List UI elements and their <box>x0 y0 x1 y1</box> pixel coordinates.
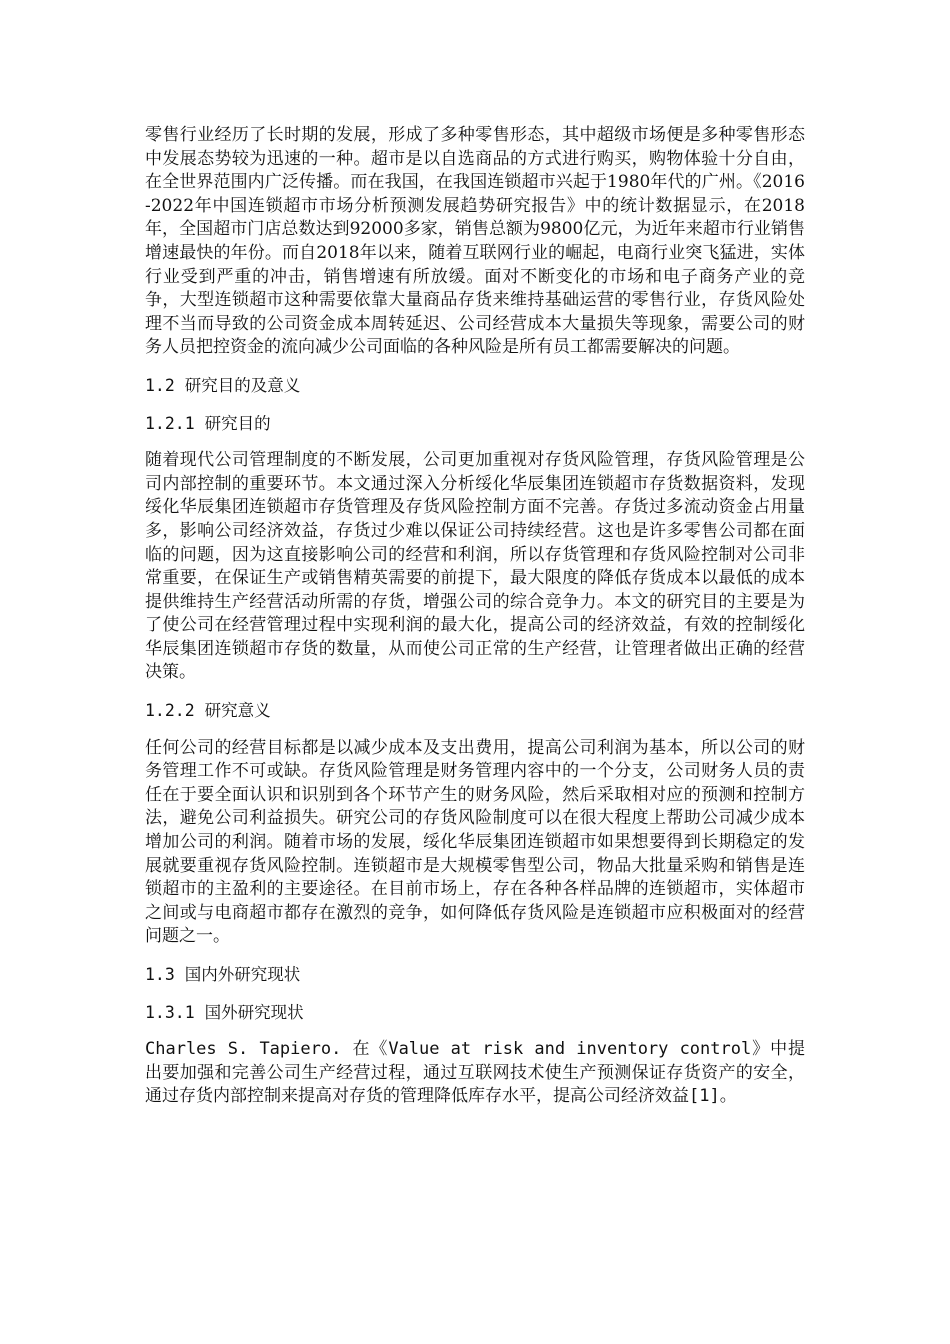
paragraph-research-purpose: 随着现代公司管理制度的不断发展，公司更加重视对存货风险管理，存货风险管理是公司内部控制的重要环节。本文通过深入分析绥化华辰集团连锁超市存货数据资料，发现绥化华辰集团连锁超市存货管理及存货风险控制方面不完善。存货过多流动资金占用量多，影响公司经济效益，存货过少难以保证公司持续经营。这也是许多零售公司都在面临的问题，因为这直接影响公司的经营和利润，所以存货管理和存货风险控制对公司非常重要，在保证生产或销售精英需要的前提下，最大限度的降低存货成本以最低的成本提供维持生产经营活动所需的存货，增强公司的综合竞争力。本文的研究目的主要是为了使公司在经营管理过程中实现利润的最大化，提高公司的经济效益，有效的控制绥化华辰集团连锁超市存货的数量，从而使公司正常的生产经营，让管理者做出正确的经营决策。 <box>145 450 805 683</box>
paragraph-foreign-research: Charles S. Tapiero. 在《Value at risk and inventory control》中提出要加强和完善公司生产经营过程，通过互联网技术使生产预测保证存货资产的安全，通过存货内部控制来提高对存货的管理降低库存水平，提高公司经济效益[1]。 <box>145 1039 805 1107</box>
section-heading-1-3-1: 1.3.1 国外研究现状 <box>145 1002 304 1022</box>
section-heading-1-3: 1.3 国内外研究现状 <box>145 965 301 984</box>
paragraph-retail-background: 零售行业经历了长时期的发展，形成了多种零售形态，其中超级市场便是多种零售形态中发展态势较为迅速的一种。超市是以自选商品的方式进行购买，购物体验十分自由，在全世界范围内广泛传播。而在我国，在我国连锁超市兴起于1980年代的广州。《2016-2022年中国连锁超市市场分析预测发展趋势研究报告》中的统计数据显示，在2018年，全国超市门店总数达到92000多家，销售总额为9800亿元，为近年来超市行业销售增速最快的年份。而自2018年以来，随着互联网行业的崛起，电商行业突飞猛进，实体行业受到严重的冲击，销售增速有所放缓。面对不断变化的市场和电子商务产业的竞争，大型连锁超市这种需要依靠大量商品存货来维持基础运营的零售行业，存货风险处理不当而导致的公司资金成本周转延迟、公司经营成本大量损失等现象，需要公司的财务人员把控资金的流向减少公司面临的各种风险是所有员工都需要解决的问题。 <box>145 125 805 358</box>
section-heading-1-2-1: 1.2.1 研究目的 <box>145 413 271 433</box>
document-body <box>145 124 805 1123</box>
section-heading-1-2: 1.2 研究目的及意义 <box>145 375 301 395</box>
paragraph-research-significance: 任何公司的经营目标都是以减少成本及支出费用，提高公司利润为基本，所以公司的财务管理工作不可或缺。存货风险管理是财务管理内容中的一个分支，公司财务人员的责任在于要全面认识和识别到各个环节产生的财务风险，然后采取相对应的预测和控制方法，避免公司利益损失。研究公司的存货风险制度可以在很大程度上帮助公司减少成本增加公司的利润。随着市场的发展，绥化华辰集团连锁超市如果想要得到长期稳定的发展就要重视存货风险控制。连锁超市是大规模零售型公司，物品大批量采购和销售是连锁超市的主盈利的主要途径。在目前市场上，存在各种各样品牌的连锁超市，实体超市之间或与电商超市都存在激烈的竞争，如何降低存货风险是连锁超市应积极面对的经营问题之一。 <box>145 737 805 947</box>
section-heading-1-2-2: 1.2.2 研究意义 <box>145 701 271 721</box>
